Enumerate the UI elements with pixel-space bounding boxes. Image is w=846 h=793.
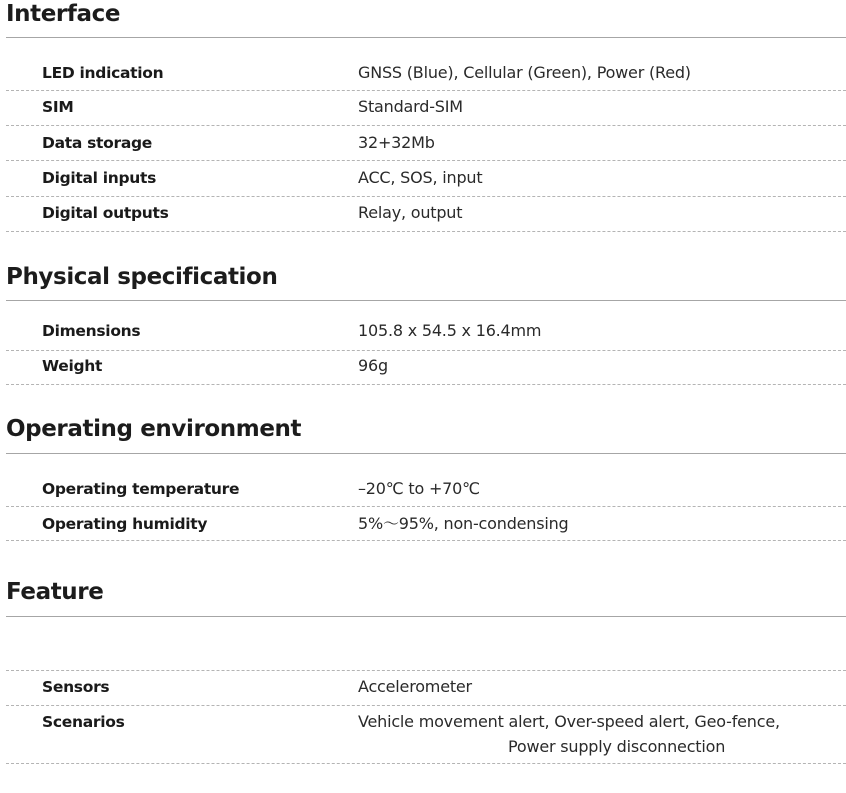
- section-divider: [6, 453, 846, 454]
- spec-value-dimensions: 105.8 x 54.5 x 16.4mm: [358, 321, 542, 340]
- row-divider: [6, 384, 846, 385]
- spec-label-operating-temperature: Operating temperature: [42, 480, 240, 498]
- row-divider: [6, 540, 846, 541]
- spec-value-sim: Standard-SIM: [358, 97, 463, 116]
- row-divider: [6, 350, 846, 351]
- spec-label-data-storage: Data storage: [42, 134, 152, 152]
- spec-value-operating-humidity: 5%～95%, non-condensing: [358, 514, 569, 533]
- row-divider: [6, 160, 846, 161]
- spec-label-dimensions: Dimensions: [42, 322, 141, 340]
- row-divider: [6, 705, 846, 706]
- spec-label-led-indication: LED indication: [42, 64, 164, 82]
- section-title-operating-environment: Operating environment: [6, 416, 302, 442]
- section-title-interface: Interface: [6, 1, 121, 27]
- spec-label-digital-outputs: Digital outputs: [42, 204, 169, 222]
- spec-value-data-storage: 32+32Mb: [358, 133, 435, 152]
- spec-value-weight: 96g: [358, 356, 388, 375]
- row-divider: [6, 763, 846, 764]
- section-divider: [6, 37, 846, 38]
- spec-label-sensors: Sensors: [42, 678, 110, 696]
- spec-value-scenarios: Vehicle movement alert, Over-speed alert, Geo-fence,: [358, 712, 780, 731]
- row-divider: [6, 506, 846, 507]
- section-divider: [6, 616, 846, 617]
- row-divider: [6, 125, 846, 126]
- spec-label-scenarios: Scenarios: [42, 713, 125, 731]
- row-divider: [6, 231, 846, 232]
- row-divider: [6, 90, 846, 91]
- spec-label-sim: SIM: [42, 98, 74, 116]
- spec-value-digital-inputs: ACC, SOS, input: [358, 168, 483, 187]
- section-title-feature: Feature: [6, 579, 104, 605]
- section-title-physical-specification: Physical specification: [6, 264, 278, 290]
- spec-value-led-indication: GNSS (Blue), Cellular (Green), Power (Red): [358, 63, 691, 82]
- spec-label-digital-inputs: Digital inputs: [42, 169, 157, 187]
- spec-label-operating-humidity: Operating humidity: [42, 515, 208, 533]
- section-divider: [6, 300, 846, 301]
- row-divider: [6, 196, 846, 197]
- spec-value-digital-outputs: Relay, output: [358, 203, 463, 222]
- spec-value-scenarios-line2: Power supply disconnection: [508, 737, 726, 756]
- spec-label-weight: Weight: [42, 357, 103, 375]
- row-divider: [6, 670, 846, 671]
- spec-value-sensors: Accelerometer: [358, 677, 472, 696]
- spec-value-operating-temperature: –20℃ to +70℃: [358, 479, 480, 498]
